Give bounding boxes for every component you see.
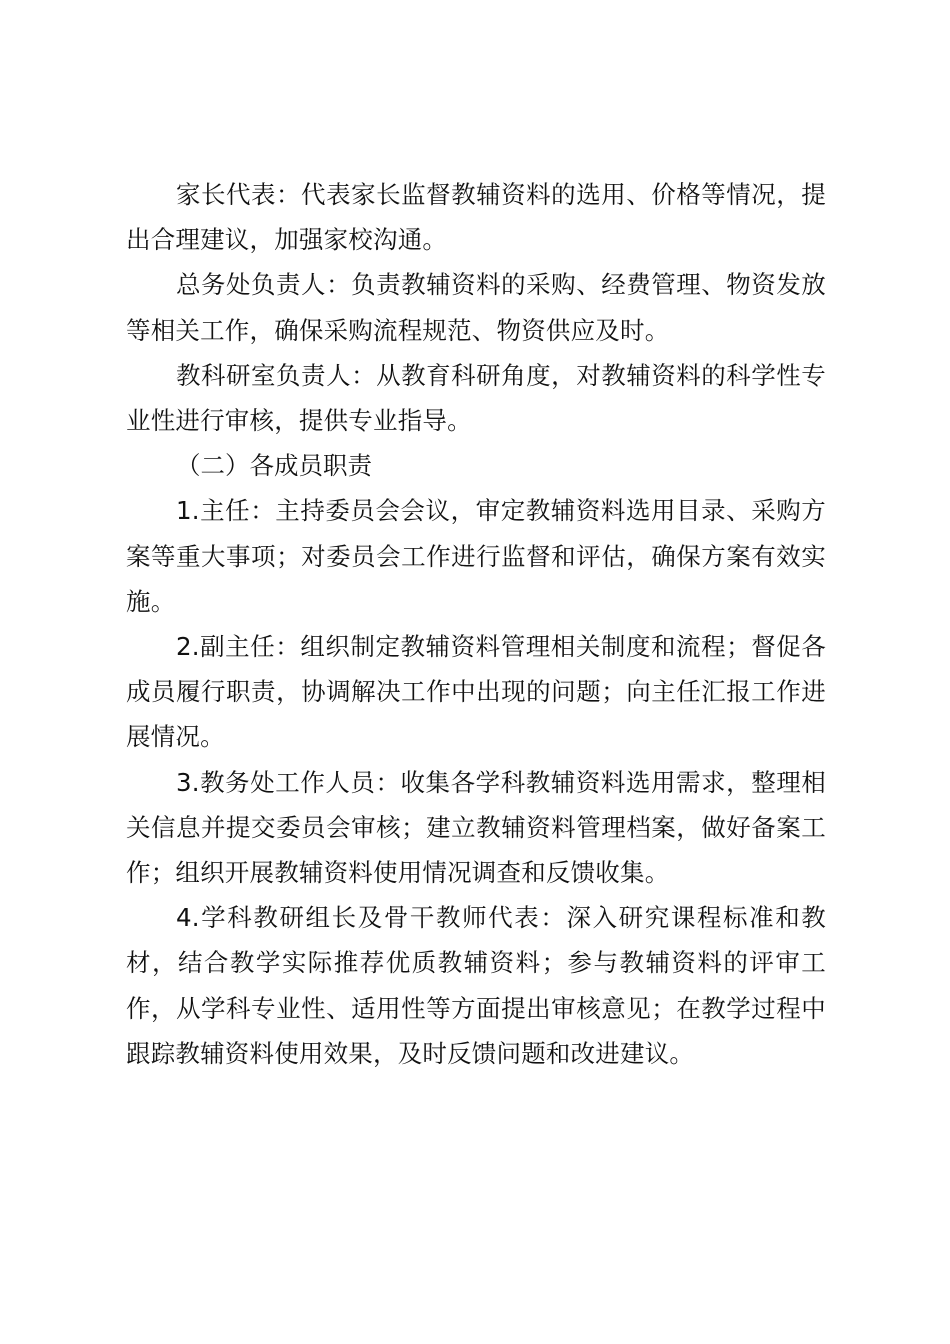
duty-subject-teachers: 4.学科教研组长及骨干教师代表：深入研究课程标准和教材，结合教学实际推荐优质教辅资料；参与教辅资料的评审工作，从学科专业性、适用性等方面提出审核意见；在教学过程中跟踪教辅资料使用效果，及时反馈问题和改进建议。 [126,903,826,1068]
section-heading: （二）各成员职责 [176,451,372,481]
paragraph-parent-representative: 家长代表：代表家长监督教辅资料的选用、价格等情况，提出合理建议，加强家校沟通。 [126,180,826,255]
paragraph-research-office-head: 教科研室负责人：从教育科研角度，对教辅资料的科学性专业性进行审核，提供专业指导。 [126,360,826,436]
duty-academic-affairs-staff: 3.教务处工作人员：收集各学科教辅资料选用需求，整理相关信息并提交委员会审核；建立教辅资料管理档案，做好备案工作；组织开展教辅资料使用情况调查和反馈收集。 [126,767,826,888]
duty-deputy-director: 2.副主任：组织制定教辅资料管理相关制度和流程；督促各成员履行职责，协调解决工作中出现的问题；向主任汇报工作进展情况。 [126,632,826,752]
document-page [126,172,826,1076]
duty-director: 1.主任：主持委员会会议，审定教辅资料选用目录、采购方案等重大事项；对委员会工作进行监督和评估，确保方案有效实施。 [126,496,826,616]
paragraph-general-affairs-head: 总务处负责人：负责教辅资料的采购、经费管理、物资发放等相关工作，确保采购流程规范、物资供应及时。 [126,270,826,345]
